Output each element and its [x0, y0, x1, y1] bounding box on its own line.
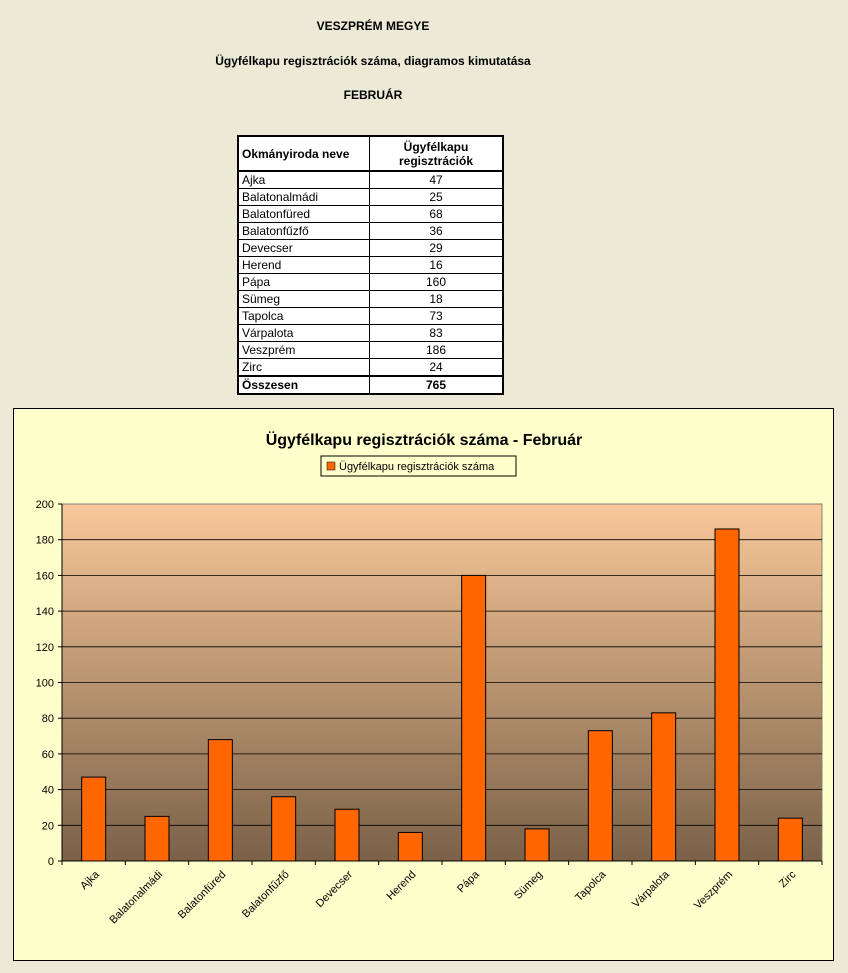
x-tick-label: Balatonfűzfő: [240, 868, 292, 921]
bar: [588, 731, 612, 861]
registration-count: 47: [370, 171, 504, 189]
y-tick-label: 20: [41, 820, 54, 833]
office-name: Balatonfüred: [238, 206, 370, 223]
y-tick-label: 60: [41, 748, 54, 761]
y-tick-label: 200: [35, 499, 54, 511]
x-tick-label: Herend: [384, 868, 419, 903]
bar-chart: [14, 409, 833, 960]
table-row: [238, 342, 503, 359]
office-name: Ajka: [238, 171, 370, 189]
registration-count: 186: [370, 342, 504, 359]
month-heading: FEBRUÁR: [343, 88, 403, 102]
table-row: [238, 359, 503, 377]
bar: [335, 809, 359, 861]
chart-area[interactable]: [13, 408, 834, 961]
table-row: [238, 257, 503, 274]
column-header-office: Okmányiroda neve: [238, 136, 370, 171]
total-value: 765: [370, 376, 504, 394]
legend-label: Ügyfélkapu regisztrációk száma: [339, 461, 495, 473]
x-tick-label: Várpalota: [630, 868, 672, 911]
bar: [208, 740, 232, 861]
office-name: Tapolca: [238, 308, 370, 325]
registration-count: 160: [370, 274, 504, 291]
report-subtitle: Ügyfélkapu regisztrációk száma, diagramos kimutatása: [215, 54, 531, 68]
y-tick-label: 80: [41, 713, 54, 726]
table-row: [238, 274, 503, 291]
bar: [272, 797, 296, 861]
bar: [398, 832, 422, 861]
registration-count: 24: [370, 359, 504, 377]
bar: [82, 777, 106, 861]
legend-swatch: [327, 462, 335, 470]
x-tick-label: Balatonalmádi: [107, 868, 166, 927]
column-header-line2: regisztrációk: [398, 153, 474, 168]
bar: [715, 529, 739, 861]
x-tick-label: Ajka: [78, 868, 102, 893]
x-tick-label: Veszprém: [692, 868, 736, 912]
y-tick-label: 40: [41, 784, 54, 797]
county-heading: VESZPRÉM MEGYE: [316, 19, 430, 33]
bar: [145, 816, 169, 861]
registration-count: 29: [370, 240, 504, 257]
office-name: Várpalota: [238, 325, 370, 342]
y-tick-label: 100: [35, 677, 54, 690]
office-name: Sümeg: [238, 291, 370, 308]
office-name: Balatonalmádi: [238, 189, 370, 206]
registration-count: 68: [370, 206, 504, 223]
table-row: [238, 325, 503, 342]
office-name: Devecser: [238, 240, 370, 257]
registration-count: 73: [370, 308, 504, 325]
x-tick-label: Zirc: [777, 868, 799, 891]
y-tick-label: 180: [35, 534, 54, 547]
total-label: Összesen: [238, 376, 370, 394]
table-header-row: [238, 136, 503, 171]
table-total-row: [238, 376, 503, 394]
bar: [778, 818, 802, 861]
x-tick-label: Tapolca: [573, 868, 609, 904]
bar: [462, 575, 486, 861]
table-row: [238, 171, 503, 189]
x-tick-label: Devecser: [313, 868, 356, 910]
registration-count: 36: [370, 223, 504, 240]
registration-count: 25: [370, 189, 504, 206]
y-tick-label: 140: [35, 606, 54, 619]
office-name: Herend: [238, 257, 370, 274]
office-name: Veszprém: [238, 342, 370, 359]
y-tick-label: 0: [47, 856, 54, 868]
registration-count: 16: [370, 257, 504, 274]
y-tick-label: 160: [35, 570, 54, 583]
legend: [321, 456, 516, 476]
chart-title: Ügyfélkapu regisztrációk száma - Február: [265, 432, 583, 449]
registration-count: 18: [370, 291, 504, 308]
registration-count: 83: [370, 325, 504, 342]
table-row: [238, 189, 503, 206]
table-row: [238, 223, 503, 240]
registrations-table: [237, 135, 504, 395]
y-tick-label: 120: [35, 641, 54, 654]
office-name: Balatonfűzfő: [238, 223, 370, 240]
office-name: Pápa: [238, 274, 370, 291]
bar: [652, 713, 676, 861]
table-row: [238, 291, 503, 308]
x-tick-label: Sümeg: [511, 868, 546, 902]
column-header-line1: Ügyfélkapu: [403, 139, 469, 154]
column-header-registrations: [370, 136, 504, 171]
x-tick-label: Balatonfüred: [175, 868, 229, 922]
table-row: [238, 240, 503, 257]
x-tick-label: Pápa: [455, 868, 482, 896]
office-name: Zirc: [238, 359, 370, 377]
bar: [525, 829, 549, 861]
table-row: [238, 308, 503, 325]
table-row: [238, 206, 503, 223]
